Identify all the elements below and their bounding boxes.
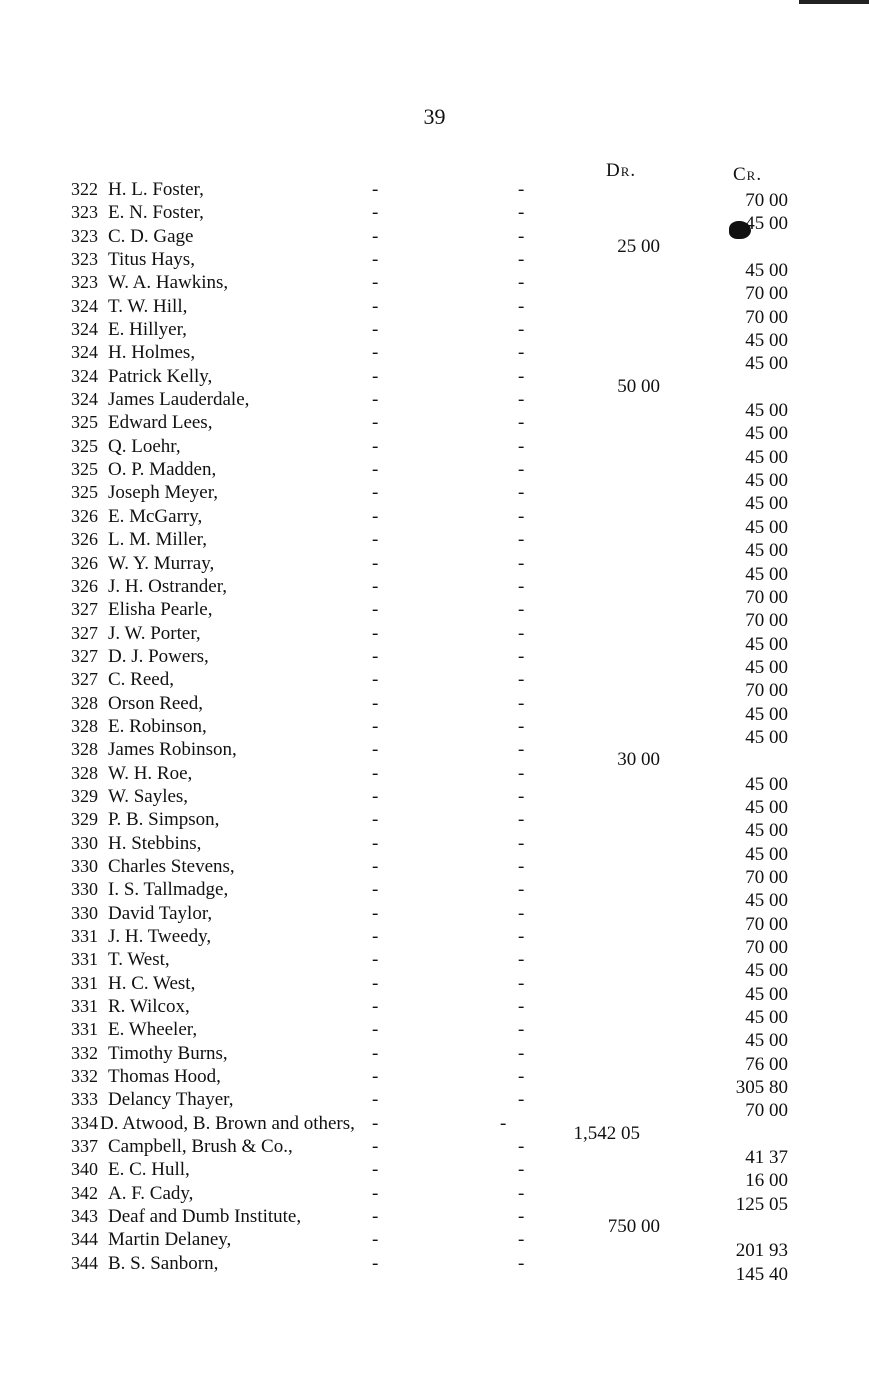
entry-number: 337 bbox=[71, 1136, 98, 1157]
leader-dash: - bbox=[372, 1019, 379, 1041]
entry-name: Q. Loehr, bbox=[108, 435, 181, 457]
entry-number: 322 bbox=[71, 179, 98, 199]
leader-dash: - bbox=[518, 692, 525, 714]
ledger-row bbox=[0, 785, 869, 818]
leader-dash: - bbox=[372, 692, 379, 714]
leader-dash: - bbox=[372, 459, 379, 481]
ledger-row bbox=[0, 1158, 869, 1192]
leader-dash: - bbox=[372, 1182, 379, 1204]
leader-dash: - bbox=[372, 879, 379, 901]
credit-amount: 70 00 bbox=[745, 866, 788, 888]
entry-number: 334 bbox=[71, 1112, 98, 1133]
ledger-row bbox=[0, 832, 869, 865]
leader-dash: - bbox=[518, 972, 525, 994]
entry-name: H. L. Foster, bbox=[108, 179, 204, 200]
leader-dash: - bbox=[518, 1019, 525, 1041]
ledger-row bbox=[0, 1088, 869, 1122]
leader-dash: - bbox=[372, 599, 379, 621]
entry-number: 331 bbox=[71, 949, 98, 970]
credit-amount: 201 93 bbox=[735, 1240, 788, 1262]
leader-dash: - bbox=[500, 1112, 507, 1134]
leader-dash: - bbox=[372, 505, 379, 527]
leader-dash: - bbox=[518, 1159, 525, 1181]
credit-amount: 45 00 bbox=[745, 820, 788, 842]
entry-number: 340 bbox=[71, 1159, 98, 1180]
ledger-row bbox=[0, 1065, 869, 1099]
leader-dash: - bbox=[372, 1089, 379, 1111]
credit-amount: 45 00 bbox=[745, 563, 788, 585]
entry-number: 327 bbox=[71, 669, 98, 690]
leader-dash: - bbox=[372, 1159, 379, 1181]
leader-dash: - bbox=[518, 762, 525, 784]
ledger-row bbox=[0, 178, 869, 211]
leader-dash: - bbox=[518, 225, 525, 247]
credit-amount: 45 00 bbox=[745, 330, 788, 352]
ledger-row bbox=[0, 225, 869, 257]
entry-number: 325 bbox=[71, 435, 98, 456]
credit-amount: 70 00 bbox=[745, 913, 788, 935]
leader-dash: - bbox=[518, 295, 525, 317]
leader-dash: - bbox=[518, 575, 525, 597]
entry-name: E. Hillyer, bbox=[108, 319, 187, 341]
ledger-row bbox=[0, 1205, 869, 1238]
entry-number: 326 bbox=[71, 552, 98, 573]
leader-dash: - bbox=[372, 1066, 379, 1088]
leader-dash: - bbox=[372, 762, 379, 784]
credit-amount: 45 00 bbox=[745, 1030, 788, 1052]
leader-dash: - bbox=[372, 972, 379, 994]
leader-dash: - bbox=[372, 926, 379, 947]
ledger-row bbox=[0, 598, 869, 632]
entry-number: 330 bbox=[71, 832, 98, 853]
leader-dash: - bbox=[518, 715, 525, 737]
leader-dash: - bbox=[518, 1252, 525, 1274]
ledger-row bbox=[0, 458, 869, 492]
leader-dash: - bbox=[372, 412, 379, 434]
entry-name: Patrick Kelly, bbox=[108, 365, 213, 387]
entry-name: A. F. Cady, bbox=[108, 1182, 194, 1204]
entry-name: Deaf and Dumb Institute, bbox=[108, 1206, 302, 1228]
credit-amount: 45 00 bbox=[745, 983, 788, 1005]
entry-name: James Lauderdale, bbox=[108, 389, 250, 411]
entry-number: 331 bbox=[71, 996, 98, 1017]
leader-dash: - bbox=[372, 669, 379, 691]
credit-amount: 45 00 bbox=[745, 796, 788, 818]
ledger-row bbox=[0, 1182, 869, 1215]
leader-dash: - bbox=[372, 1042, 379, 1064]
entry-name: Thomas Hood, bbox=[108, 1066, 221, 1088]
entry-number: 327 bbox=[71, 622, 98, 643]
leader-dash: - bbox=[518, 1066, 525, 1088]
leader-dash: - bbox=[372, 272, 379, 294]
credit-amount: 45 00 bbox=[745, 633, 788, 655]
leader-dash: - bbox=[518, 202, 525, 224]
leader-dash: - bbox=[518, 1229, 525, 1251]
entry-number: 326 bbox=[71, 505, 98, 526]
entry-name: W. A. Hawkins, bbox=[108, 272, 229, 294]
leader-dash: - bbox=[372, 435, 379, 457]
leader-dash: - bbox=[372, 389, 379, 411]
credit-amount: 45 00 bbox=[745, 960, 788, 982]
entry-number: 323 bbox=[71, 249, 98, 270]
entry-number: 342 bbox=[71, 1182, 98, 1203]
entry-number: 325 bbox=[71, 459, 98, 480]
ledger-row bbox=[0, 692, 869, 725]
entry-name: Edward Lees, bbox=[108, 412, 213, 434]
leader-dash: - bbox=[518, 272, 525, 294]
entry-name: Campbell, Brush & Co., bbox=[108, 1136, 293, 1158]
debit-amount: 50 00 bbox=[617, 375, 660, 397]
entry-name: C. D. Gage bbox=[108, 225, 194, 247]
entry-name: W. Y. Murray, bbox=[108, 552, 215, 574]
entry-name: H. C. West, bbox=[108, 972, 196, 994]
entry-name: Martin Delaney, bbox=[108, 1229, 232, 1251]
ledger-row bbox=[0, 552, 869, 585]
ledger-row bbox=[0, 645, 869, 678]
leader-dash: - bbox=[518, 505, 525, 527]
entry-number: 324 bbox=[71, 389, 98, 410]
leader-dash: - bbox=[372, 365, 379, 387]
entry-name: E. McGarry, bbox=[108, 505, 203, 527]
entry-number: 344 bbox=[71, 1229, 98, 1250]
entry-name: D. J. Powers, bbox=[108, 645, 209, 667]
entry-number: 330 bbox=[71, 879, 98, 900]
credit-amount: 45 00 bbox=[745, 353, 788, 375]
leader-dash: - bbox=[372, 319, 379, 341]
leader-dash: - bbox=[518, 622, 525, 644]
credit-amount: 45 00 bbox=[745, 516, 788, 538]
leader-dash: - bbox=[372, 715, 379, 737]
leader-dash: - bbox=[372, 949, 379, 971]
leader-dash: - bbox=[518, 1042, 525, 1064]
leader-dash: - bbox=[518, 1089, 525, 1111]
ledger-row bbox=[0, 271, 869, 305]
credit-amount: 45 00 bbox=[745, 493, 788, 515]
entry-name: O. P. Madden, bbox=[108, 459, 217, 481]
leader-dash: - bbox=[518, 365, 525, 387]
entry-name: E. Robinson, bbox=[108, 715, 207, 737]
page-edge-mark bbox=[799, 0, 869, 4]
leader-dash: - bbox=[372, 342, 379, 364]
entry-name: L. M. Miller, bbox=[108, 529, 207, 551]
ledger-row bbox=[0, 972, 869, 1005]
ledger-row bbox=[0, 411, 869, 445]
entry-number: 331 bbox=[71, 1019, 98, 1040]
leader-dash: - bbox=[372, 996, 379, 1018]
ledger-row bbox=[0, 948, 869, 982]
ledger-row bbox=[0, 365, 869, 397]
leader-dash: - bbox=[518, 552, 525, 574]
leader-dash: - bbox=[518, 599, 525, 621]
leader-dash: - bbox=[518, 1206, 525, 1228]
entry-number: 325 bbox=[71, 412, 98, 433]
credit-amount: 45 00 bbox=[745, 1007, 788, 1029]
entry-number: 326 bbox=[71, 575, 98, 596]
credit-amount: 76 00 bbox=[745, 1053, 788, 1075]
entry-name: H. Holmes, bbox=[108, 342, 196, 364]
entry-number: 323 bbox=[71, 272, 98, 293]
entry-name: R. Wilcox, bbox=[108, 996, 190, 1018]
debit-amount: 30 00 bbox=[617, 749, 660, 771]
entry-number: 324 bbox=[71, 319, 98, 340]
leader-dash: - bbox=[372, 225, 379, 247]
credit-amount: 70 00 bbox=[745, 680, 788, 702]
credit-amount: 45 00 bbox=[745, 656, 788, 678]
credit-amount: 45 00 bbox=[745, 843, 788, 865]
leader-dash: - bbox=[372, 645, 379, 667]
entry-name: Elisha Pearle, bbox=[108, 599, 213, 621]
entry-number: 326 bbox=[71, 529, 98, 550]
entry-number: 328 bbox=[71, 762, 98, 783]
ledger-row bbox=[0, 622, 869, 655]
entry-name: P. B. Simpson, bbox=[108, 809, 220, 831]
ledger-row bbox=[0, 388, 869, 422]
entry-name: David Taylor, bbox=[108, 902, 213, 924]
leader-dash: - bbox=[372, 1229, 379, 1251]
ledger-rows bbox=[0, 178, 869, 1285]
ledger-row bbox=[0, 341, 869, 375]
entry-name: B. S. Sanborn, bbox=[108, 1252, 219, 1274]
leader-dash: - bbox=[372, 622, 379, 644]
debit-column-header: Dr. bbox=[606, 160, 637, 181]
ledger-row bbox=[0, 1228, 869, 1262]
leader-dash: - bbox=[518, 342, 525, 364]
entry-name: I. S. Tallmadge, bbox=[108, 879, 229, 901]
leader-dash: - bbox=[372, 1136, 379, 1158]
credit-amount: 70 00 bbox=[745, 937, 788, 958]
credit-amount: 305 80 bbox=[735, 1077, 788, 1099]
leader-dash: - bbox=[372, 529, 379, 551]
entry-name: C. Reed, bbox=[108, 669, 174, 691]
credit-amount: 45 00 bbox=[745, 890, 788, 912]
entry-name: E. C. Hull, bbox=[108, 1159, 190, 1181]
entry-number: 323 bbox=[71, 202, 98, 223]
leader-dash: - bbox=[518, 785, 525, 807]
entry-number: 324 bbox=[71, 342, 98, 363]
ledger-row bbox=[0, 318, 869, 352]
entry-number: 328 bbox=[71, 739, 98, 760]
debit-amount: 1,542 05 bbox=[573, 1122, 640, 1144]
entry-number: 331 bbox=[71, 972, 98, 993]
credit-amount: 45 00 bbox=[745, 726, 788, 748]
ledger-row bbox=[0, 878, 869, 912]
credit-amount: 70 00 bbox=[745, 306, 788, 328]
credit-amount: 45 00 bbox=[745, 703, 788, 725]
ledger-row bbox=[0, 201, 869, 235]
leader-dash: - bbox=[518, 179, 525, 200]
credit-amount: 45 00 bbox=[745, 213, 788, 235]
credit-amount: 45 00 bbox=[745, 423, 788, 445]
entry-number: 332 bbox=[71, 1066, 98, 1087]
ledger-row bbox=[0, 902, 869, 935]
leader-dash: - bbox=[518, 949, 525, 971]
ledger-row bbox=[0, 1135, 869, 1169]
leader-dash: - bbox=[518, 435, 525, 457]
ledger-row bbox=[0, 435, 869, 468]
entry-number: 330 bbox=[71, 855, 98, 876]
leader-dash: - bbox=[518, 879, 525, 901]
entry-number: 329 bbox=[71, 809, 98, 830]
leader-dash: - bbox=[518, 926, 525, 947]
leader-dash: - bbox=[372, 785, 379, 807]
leader-dash: - bbox=[518, 412, 525, 434]
credit-amount: 41 37 bbox=[745, 1147, 788, 1169]
entry-name: Joseph Meyer, bbox=[108, 482, 219, 504]
leader-dash: - bbox=[372, 809, 379, 831]
entry-number: 330 bbox=[71, 902, 98, 923]
leader-dash: - bbox=[518, 902, 525, 924]
ledger-row bbox=[0, 1252, 869, 1285]
debit-amount: 750 00 bbox=[607, 1216, 660, 1238]
ledger-row bbox=[0, 528, 869, 562]
entry-number: 329 bbox=[71, 785, 98, 806]
ledger-row bbox=[0, 1018, 869, 1052]
ledger-row bbox=[0, 715, 869, 748]
credit-amount: 70 00 bbox=[745, 190, 788, 211]
entry-name: J. W. Porter, bbox=[108, 622, 201, 644]
credit-amount: 70 00 bbox=[745, 1100, 788, 1122]
leader-dash: - bbox=[372, 295, 379, 317]
leader-dash: - bbox=[518, 669, 525, 691]
ledger-row bbox=[0, 855, 869, 888]
leader-dash: - bbox=[518, 319, 525, 341]
entry-number: 328 bbox=[71, 715, 98, 736]
entry-name: Timothy Burns, bbox=[108, 1042, 228, 1064]
leader-dash: - bbox=[518, 529, 525, 551]
leader-dash: - bbox=[518, 249, 525, 271]
entry-name: Orson Reed, bbox=[108, 692, 203, 714]
ledger-row bbox=[0, 808, 869, 842]
credit-amount: 145 40 bbox=[735, 1263, 788, 1285]
entry-number: 324 bbox=[71, 365, 98, 386]
leader-dash: - bbox=[372, 902, 379, 924]
entry-number: 333 bbox=[71, 1089, 98, 1110]
leader-dash: - bbox=[372, 249, 379, 271]
entry-name: James Robinson, bbox=[108, 739, 237, 761]
leader-dash: - bbox=[372, 482, 379, 504]
credit-amount: 45 00 bbox=[745, 400, 788, 422]
leader-dash: - bbox=[518, 459, 525, 481]
ledger-row bbox=[0, 575, 869, 608]
leader-dash: - bbox=[372, 855, 379, 877]
ledger-row bbox=[0, 481, 869, 515]
leader-dash: - bbox=[372, 832, 379, 854]
entry-name: W. H. Roe, bbox=[108, 762, 193, 784]
entry-name: Titus Hays, bbox=[108, 249, 195, 271]
leader-dash: - bbox=[372, 1252, 379, 1274]
entry-number: 327 bbox=[71, 599, 98, 620]
leader-dash: - bbox=[518, 1182, 525, 1204]
ledger-row bbox=[0, 995, 869, 1029]
credit-amount: 16 00 bbox=[745, 1170, 788, 1192]
credit-amount: 45 00 bbox=[745, 260, 788, 282]
entry-number: 327 bbox=[71, 645, 98, 666]
credit-amount: 70 00 bbox=[745, 610, 788, 632]
credit-amount: 125 05 bbox=[735, 1193, 788, 1215]
leader-dash: - bbox=[372, 739, 379, 761]
leader-dash: - bbox=[372, 1112, 379, 1134]
entry-name: E. N. Foster, bbox=[108, 202, 204, 224]
entry-number: 328 bbox=[71, 692, 98, 713]
credit-amount: 70 00 bbox=[745, 283, 788, 305]
leader-dash: - bbox=[518, 389, 525, 411]
leader-dash: - bbox=[518, 809, 525, 831]
ledger-row bbox=[0, 295, 869, 328]
entry-number: 325 bbox=[71, 482, 98, 503]
leader-dash: - bbox=[372, 202, 379, 224]
ledger-row bbox=[0, 505, 869, 538]
entry-name: H. Stebbins, bbox=[108, 832, 202, 854]
credit-amount: 45 00 bbox=[745, 540, 788, 562]
leader-dash: - bbox=[372, 552, 379, 574]
credit-column-header: Cr. bbox=[733, 164, 763, 185]
ledger-row bbox=[0, 248, 869, 282]
leader-dash: - bbox=[518, 996, 525, 1018]
entry-name: Delancy Thayer, bbox=[108, 1089, 234, 1111]
leader-dash: - bbox=[372, 1206, 379, 1228]
entry-name: W. Sayles, bbox=[108, 785, 189, 807]
leader-dash: - bbox=[372, 575, 379, 597]
ledger-row bbox=[0, 762, 869, 795]
ledger-row bbox=[0, 925, 869, 958]
entry-name: Charles Stevens, bbox=[108, 855, 235, 877]
credit-amount: 45 00 bbox=[745, 470, 788, 492]
leader-dash: - bbox=[372, 179, 379, 200]
entry-number: 323 bbox=[71, 225, 98, 246]
entry-name: T. West, bbox=[108, 949, 170, 971]
credit-amount: 45 00 bbox=[745, 446, 788, 468]
entry-number: 331 bbox=[71, 926, 98, 946]
debit-amount: 25 00 bbox=[617, 235, 660, 257]
entry-number: 344 bbox=[71, 1252, 98, 1273]
ledger-row bbox=[0, 1042, 869, 1075]
ledger-row bbox=[0, 738, 869, 771]
ledger-row bbox=[0, 668, 869, 702]
entry-name: J. H. Ostrander, bbox=[108, 575, 228, 597]
entry-name: J. H. Tweedy, bbox=[108, 926, 212, 947]
leader-dash: - bbox=[518, 1136, 525, 1158]
leader-dash: - bbox=[518, 832, 525, 854]
entry-number: 324 bbox=[71, 295, 98, 316]
ledger-row bbox=[0, 1112, 869, 1144]
leader-dash: - bbox=[518, 482, 525, 504]
entry-name: T. W. Hill, bbox=[108, 295, 188, 317]
entry-name: E. Wheeler, bbox=[108, 1019, 198, 1041]
entry-name: D. Atwood, B. Brown and others, bbox=[100, 1112, 355, 1134]
entry-number: 332 bbox=[71, 1042, 98, 1063]
entry-number: 343 bbox=[71, 1206, 98, 1227]
leader-dash: - bbox=[518, 739, 525, 761]
credit-amount: 45 00 bbox=[745, 773, 788, 795]
leader-dash: - bbox=[518, 855, 525, 877]
page-number: 39 bbox=[423, 104, 446, 129]
leader-dash: - bbox=[518, 645, 525, 667]
credit-amount: 70 00 bbox=[745, 586, 788, 608]
